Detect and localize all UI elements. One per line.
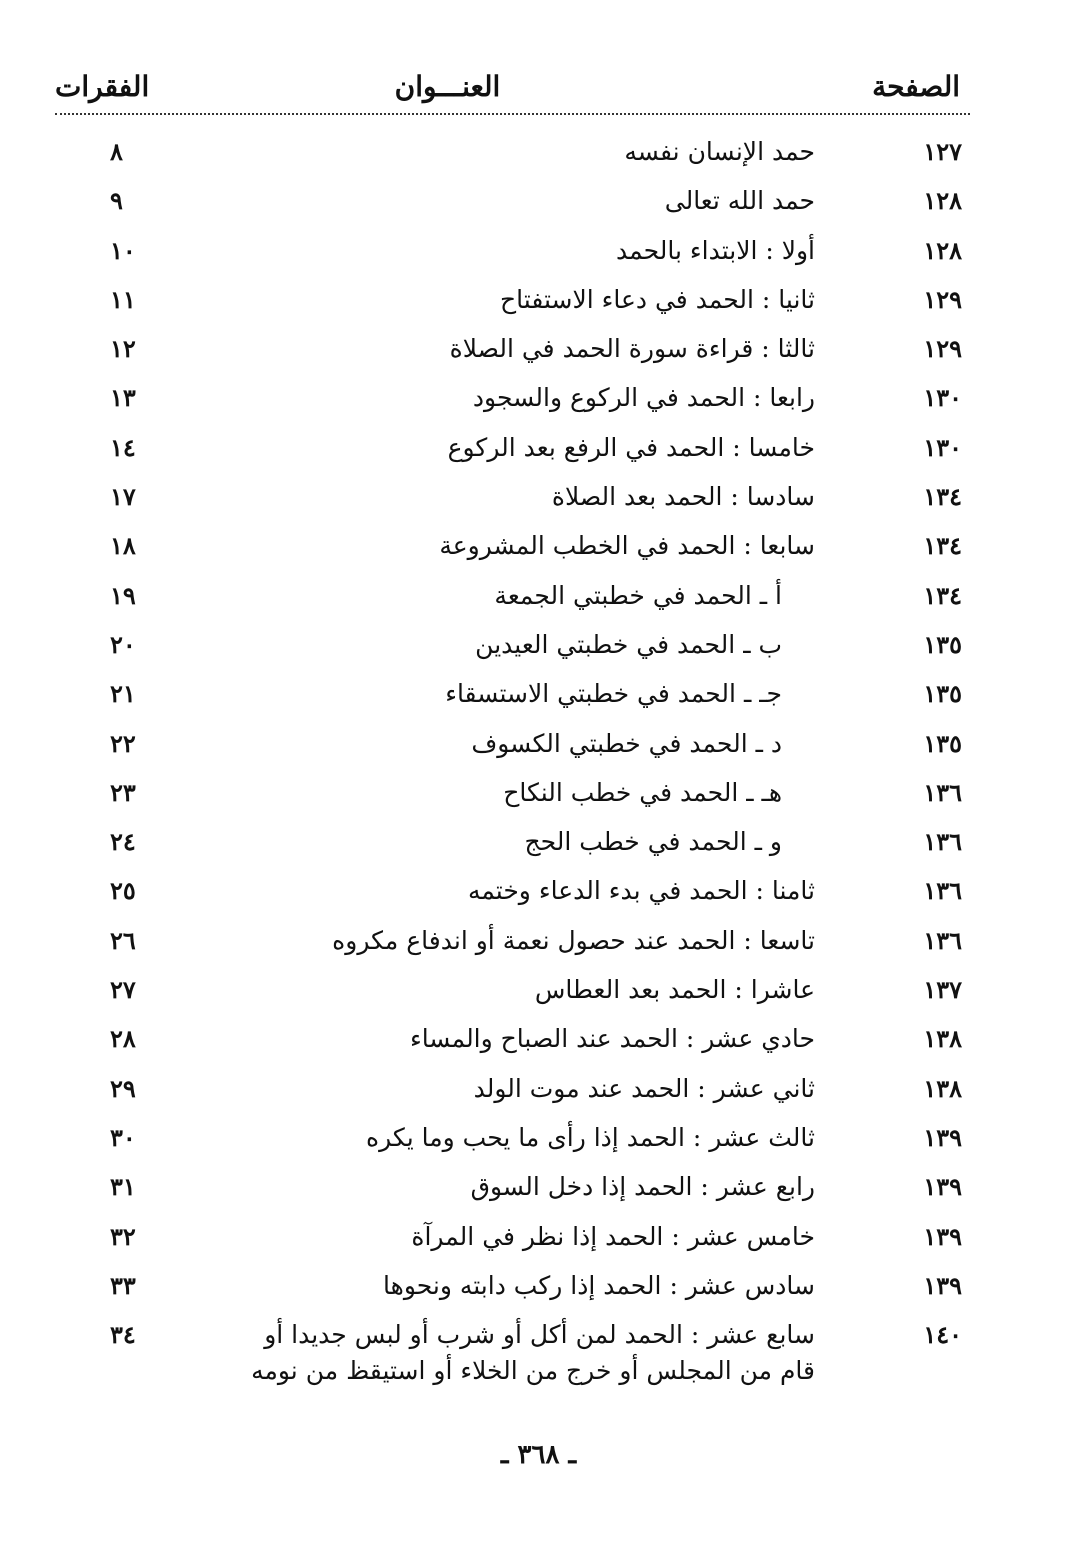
table-row <box>0 1114 1077 1163</box>
row-title: ب ـ الحمد في خطبتي العيدين <box>475 629 782 659</box>
table-row <box>0 572 1077 621</box>
row-paragraph-number: ٢٠ <box>110 629 136 659</box>
row-paragraph-number: ١٠ <box>110 235 136 265</box>
row-title: ثامنا : الحمد في بدء الدعاء وختمه <box>467 876 815 906</box>
row-title: د ـ الحمد في خطبتي الكسوف <box>471 728 782 758</box>
table-row <box>0 1015 1077 1064</box>
table-row <box>0 1262 1077 1311</box>
row-paragraph-number: ٢٨ <box>110 1024 136 1054</box>
row-paragraph-number: ١٢ <box>110 334 136 364</box>
row-page-number: ١٣٠ <box>923 383 962 413</box>
table-row <box>0 670 1077 719</box>
row-title: حادي عشر : الحمد عند الصباح والمساء <box>409 1024 815 1054</box>
row-title: ثالث عشر : الحمد إذا رأى ما يحب وما يكره <box>366 1122 815 1152</box>
row-paragraph-number: ٢٢ <box>110 728 136 758</box>
table-row <box>0 227 1077 276</box>
table-row <box>0 325 1077 374</box>
row-title: سابعا : الحمد في الخطب المشروعة <box>439 531 815 561</box>
page-number: ـ ٣٦٨ ـ <box>500 1440 577 1470</box>
row-paragraph-number: ٢٩ <box>110 1073 136 1103</box>
row-paragraph-number: ٣٣ <box>110 1270 136 1300</box>
table-header <box>55 70 960 110</box>
row-paragraph-number: ١١ <box>110 284 136 314</box>
row-page-number: ١٣٦ <box>923 925 962 955</box>
row-title: و ـ الحمد في خطب الحج <box>524 827 782 857</box>
row-paragraph-number: ٨ <box>110 137 123 166</box>
row-page-number: ١٣٤ <box>923 482 962 512</box>
table-row <box>0 374 1077 423</box>
table-row <box>0 917 1077 966</box>
row-paragraph-number: ٣٠ <box>110 1122 136 1152</box>
row-page-number: ١٣٠ <box>923 432 962 462</box>
table-row <box>0 1213 1077 1262</box>
row-paragraph-number: ٢٦ <box>110 925 136 955</box>
row-page-number: ١٣٥ <box>923 679 962 709</box>
row-title: ثالثا : قراءة سورة الحمد في الصلاة <box>449 334 815 364</box>
row-title <box>251 1317 815 1389</box>
table-row <box>0 966 1077 1015</box>
table-row <box>0 1065 1077 1114</box>
header-page-column: الصفحة <box>872 70 960 103</box>
row-page-number: ١٣٤ <box>923 580 962 610</box>
row-page-number: ١٤٠ <box>923 1320 962 1350</box>
row-page-number: ١٢٨ <box>923 235 962 265</box>
row-title: جـ ـ الحمد في خطبتي الاستسقاء <box>445 679 782 709</box>
table-row <box>0 1163 1077 1212</box>
row-page-number: ١٣٨ <box>923 1073 962 1103</box>
table-row <box>0 128 1077 177</box>
row-title: خامسا : الحمد في الرفع بعد الركوع <box>447 432 815 462</box>
row-page-number: ١٣٥ <box>923 629 962 659</box>
row-paragraph-number: ١٧ <box>110 482 136 512</box>
row-paragraph-number: ١٣ <box>110 383 136 413</box>
row-paragraph-number: ١٤ <box>110 432 136 462</box>
row-paragraph-number: ١٨ <box>110 531 136 561</box>
row-title: حمد الله تعالى <box>664 186 815 216</box>
row-paragraph-number: ٢٧ <box>110 975 136 1005</box>
row-paragraph-number: ٢١ <box>110 679 136 709</box>
row-title: رابعا : الحمد في الركوع والسجود <box>472 383 815 413</box>
row-title: سادس عشر : الحمد إذا ركب دابته ونحوها <box>383 1270 815 1300</box>
row-page-number: ١٣٤ <box>923 531 962 561</box>
row-page-number: ١٣٧ <box>923 975 962 1005</box>
row-paragraph-number: ٣٤ <box>110 1320 136 1350</box>
row-page-number: ١٣٥ <box>923 728 962 758</box>
row-title: أولا : الابتداء بالحمد <box>616 235 815 265</box>
row-paragraph-number: ٩ <box>110 186 123 216</box>
row-title: أ ـ الحمد في خطبتي الجمعة <box>494 580 782 610</box>
row-page-number: ١٣٦ <box>923 777 962 807</box>
row-paragraph-number: ٢٤ <box>110 827 136 857</box>
row-page-number: ١٣٨ <box>923 1024 962 1054</box>
row-title-line-1: سابع عشر : الحمد لمن أكل أو شرب أو لبس جديدا أو <box>264 1320 815 1350</box>
row-page-number: ١٣٩ <box>923 1221 962 1251</box>
row-paragraph-number: ٢٥ <box>110 876 136 906</box>
index-table <box>0 128 1077 1407</box>
table-row <box>0 621 1077 670</box>
row-page-number: ١٢٩ <box>923 284 962 314</box>
row-title: سادسا : الحمد بعد الصلاة <box>551 482 815 512</box>
table-row <box>0 720 1077 769</box>
header-paragraphs-column: الفقرات <box>55 70 150 103</box>
row-page-number: ١٣٩ <box>923 1172 962 1202</box>
row-page-number: ١٣٦ <box>923 876 962 906</box>
row-title: هـ ـ الحمد في خطب النكاح <box>503 777 782 807</box>
header-dotted-rule <box>55 113 970 115</box>
row-title-line-2: قام من المجلس أو خرج من الخلاء أو استيقظ من نومه <box>251 1356 815 1386</box>
row-paragraph-number: ٣١ <box>110 1172 136 1202</box>
table-row <box>0 522 1077 571</box>
header-title-column: العنـــوان <box>394 70 501 103</box>
table-row <box>0 424 1077 473</box>
table-row <box>0 867 1077 916</box>
row-page-number: ١٢٧ <box>923 137 962 166</box>
table-row <box>0 473 1077 522</box>
row-paragraph-number: ٢٣ <box>110 777 136 807</box>
row-title: تاسعا : الحمد عند حصول نعمة أو اندفاع مكروه <box>332 925 815 955</box>
row-paragraph-number: ٣٢ <box>110 1221 136 1251</box>
table-row <box>0 276 1077 325</box>
row-page-number: ١٣٩ <box>923 1122 962 1152</box>
row-paragraph-number: ١٩ <box>110 580 136 610</box>
row-page-number: ١٢٨ <box>923 186 962 216</box>
row-page-number: ١٣٦ <box>923 827 962 857</box>
row-page-number: ١٣٩ <box>923 1270 962 1300</box>
row-title: خامس عشر : الحمد إذا نظر في المرآة <box>411 1221 815 1251</box>
table-row <box>0 818 1077 867</box>
table-row <box>0 177 1077 226</box>
row-title: رابع عشر : الحمد إذا دخل السوق <box>470 1172 815 1202</box>
table-row <box>0 769 1077 818</box>
row-title: ثانيا : الحمد في دعاء الاستفتاح <box>500 284 815 314</box>
row-title: حمد الإنسان نفسه <box>624 137 815 166</box>
row-title: ثاني عشر : الحمد عند موت الولد <box>473 1073 815 1103</box>
row-page-number: ١٢٩ <box>923 334 962 364</box>
row-title: عاشرا : الحمد بعد العطاس <box>534 975 815 1005</box>
table-row <box>0 1311 1077 1407</box>
